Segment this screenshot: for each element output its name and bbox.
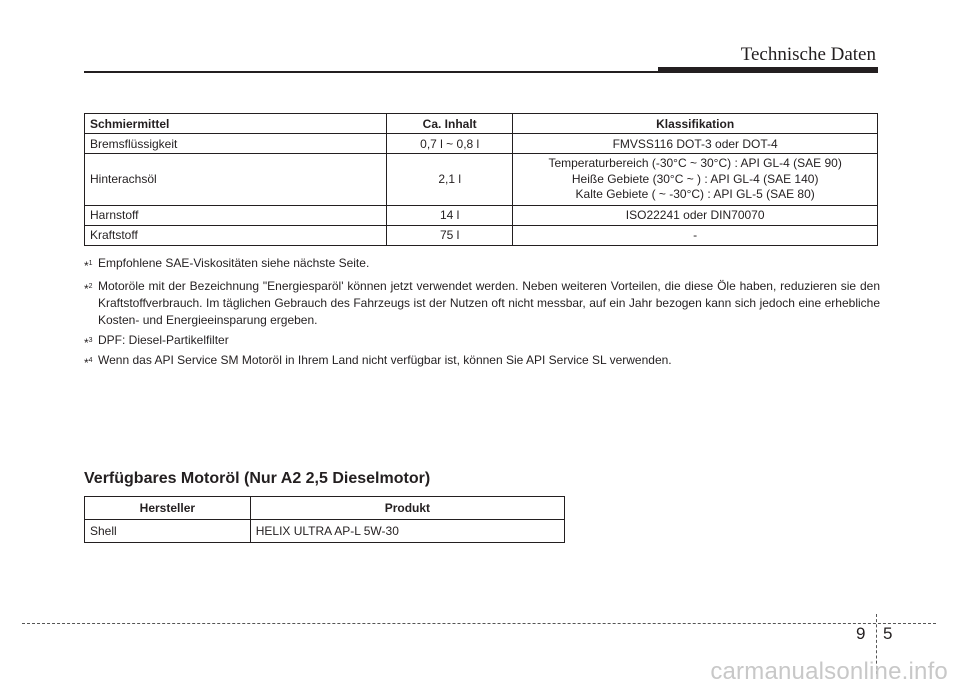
- cell-capacity: 14 l: [387, 205, 513, 225]
- footnote-3: [84, 332, 880, 352]
- lubricant-table: [84, 113, 878, 246]
- column-header-lubricant: Schmiermittel: [85, 114, 387, 134]
- footnote-text: DPF: Diesel-Partikelfilter: [98, 333, 229, 347]
- footnote-text: Empfohlene SAE-Viskositäten siehe nächste Seite.: [98, 256, 370, 270]
- watermark: carmanualsonline.info: [710, 658, 948, 685]
- footnote-marker: *$^1$: [84, 259, 93, 273]
- page-number: 5: [883, 624, 893, 643]
- cell-lubricant-name: Bremsflüssigkeit: [85, 134, 387, 154]
- column-header-classification: Klassifikation: [513, 114, 878, 134]
- table-row: [85, 205, 878, 225]
- classification-line: Temperaturbereich (-30°C ~ 30°C) : API GL-4 (SAE 90): [548, 156, 842, 170]
- header-rule: [84, 71, 660, 73]
- cell-manufacturer: Shell: [85, 520, 251, 543]
- footnote-1: [84, 255, 880, 275]
- table-row: [85, 520, 565, 543]
- cell-capacity: 2,1 l: [387, 154, 513, 206]
- cell-lubricant-name: Kraftstoff: [85, 225, 387, 245]
- footnote-marker: *$^2$: [84, 282, 93, 296]
- footnote-marker: *$^4$: [84, 356, 93, 370]
- classification-line: Kalte Gebiete ( ~ -30°C) : API GL-5 (SAE 80): [575, 187, 815, 201]
- cell-capacity: 0,7 l ~ 0,8 l: [387, 134, 513, 154]
- table-row: [85, 225, 878, 245]
- cell-lubricant-name: Hinterachsöl: [85, 154, 387, 206]
- column-header-capacity: Ca. Inhalt: [387, 114, 513, 134]
- footer-rule: [22, 623, 936, 624]
- column-header-manufacturer: Hersteller: [85, 497, 251, 520]
- engine-oil-table: [84, 496, 565, 543]
- footnote-4: [84, 352, 880, 372]
- page-header-title: Technische Daten: [740, 44, 876, 65]
- footnote-marker: *$^3$: [84, 336, 93, 350]
- cell-classification: FMVSS116 DOT-3 oder DOT-4: [513, 134, 878, 154]
- cell-classification: -: [513, 225, 878, 245]
- footnote-text: Wenn das API Service SM Motoröl in Ihrem Land nicht verfügbar ist, können Sie API Service SL verwenden.: [98, 353, 672, 367]
- chapter-number: 9: [856, 624, 866, 643]
- column-header-product: Produkt: [250, 497, 564, 520]
- cell-lubricant-name: Harnstoff: [85, 205, 387, 225]
- cell-classification: ISO22241 oder DIN70070: [513, 205, 878, 225]
- footnote-2: [84, 278, 880, 329]
- table-header-row: [85, 497, 565, 520]
- table-header-row: [85, 114, 878, 134]
- footnote-text: Motoröle mit der Bezeichnung "Energiesparöl' können jetzt verwendet werden. Neben weiteren Vorteilen, die diese Öle haben, reduzieren sie den Kraftstoffverbrauch. Im täglichen Gebrauch des Fahrzeugs ist der Nutzen oft nicht messbar, auf ein Jahr bezogen kann sich jedoch eine erhebliche Kosten- und Energieeinsparung ergeben.: [98, 279, 880, 327]
- section-title: Verfügbares Motoröl (Nur A2 2,5 Dieselmotor): [84, 470, 431, 487]
- header-rule-bar: [658, 67, 878, 73]
- table-row: [85, 134, 878, 154]
- classification-line: Heiße Gebiete (30°C ~ ) : API GL-4 (SAE 140): [571, 171, 819, 186]
- cell-capacity: 75 l: [387, 225, 513, 245]
- cell-classification: [513, 154, 878, 206]
- table-row: [85, 154, 878, 206]
- cell-product: HELIX ULTRA AP-L 5W-30: [250, 520, 564, 543]
- footnotes: [84, 255, 880, 372]
